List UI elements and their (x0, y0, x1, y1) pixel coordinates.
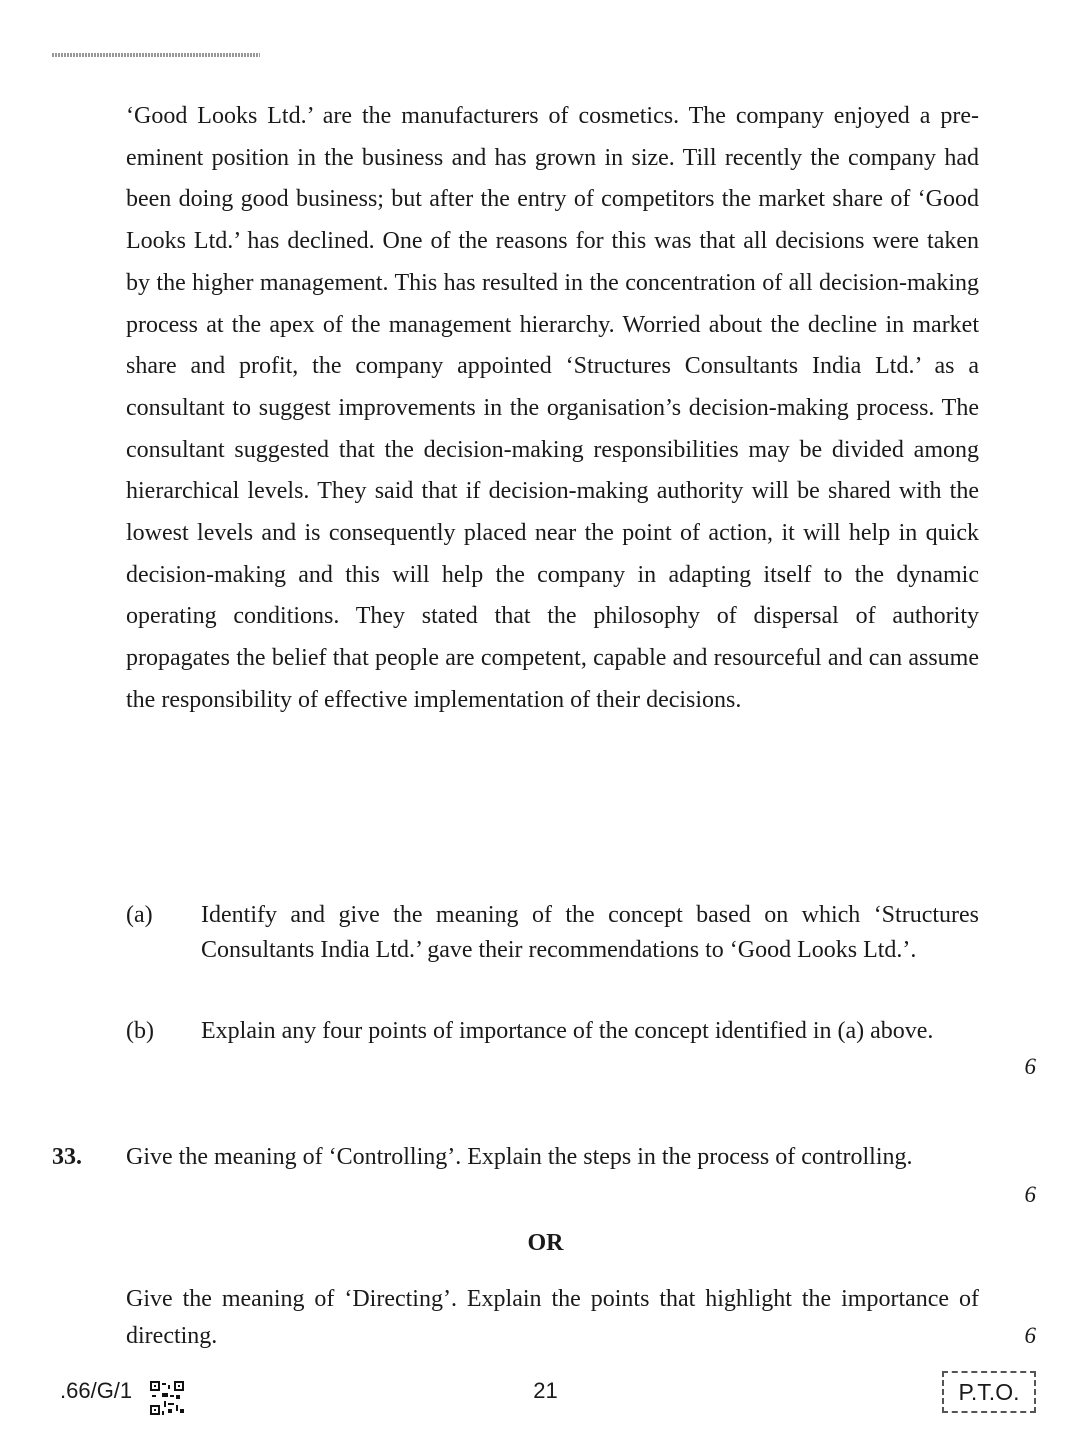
alternative-question-text: Give the meaning of ‘Directing’. Explain the points that highlight the importance of directing. (126, 1286, 979, 1349)
sub-question-label: (b) (126, 1018, 154, 1044)
or-separator: OR (527, 1230, 564, 1256)
pto-box (942, 1371, 1036, 1413)
q32-marks: 6 (1024, 1054, 1036, 1079)
sub-question-a (126, 898, 979, 968)
q33-alt-marks: 6 (1024, 1323, 1036, 1348)
sub-question-text: Explain any four points of importance of the concept identified in (a) above. (201, 1018, 934, 1044)
pto-label: P.T.O. (958, 1379, 1020, 1405)
page-number: 21 (533, 1378, 558, 1403)
security-microprint-line (52, 53, 260, 57)
sub-question-b (126, 1014, 979, 1049)
paper-code: .66/G/1 (60, 1378, 133, 1403)
case-study-passage: ‘Good Looks Ltd.’ are the manufacturers of cosmetics. The company enjoyed a pre-eminent position in the business and has grown in size. Till recently the company had been doing good business; but after the entry of competitors the market share of ‘Good Looks Ltd.’ has declined. One of the reasons for this was that all decisions were taken by the higher management. This has resulted in the concentration of all decision-making process at the apex of the management hierarchy. Worried about the decline in market share and profit, the company appointed ‘Structures Consultants India Ltd.’ as a consultant to suggest improvements in the organisation’s decision-making process. The consultant suggested that the decision-making responsibilities may be divided among hierarchical levels. They said that if decision-making authority will be shared with the lowest levels and is consequently placed near the point of action, it will help in quick decision-making and this will help the company in adapting itself to the dynamic operating conditions. They stated that the philosophy of dispersal of authority propagates the belief that people are competent, capable and resourceful and can assume the responsibility of effective implementation of their decisions. (126, 103, 979, 713)
sub-question-text: Identify and give the meaning of the concept based on which ‘Structures Consultants India Ltd.’ gave their recommendations to ‘Good Looks Ltd.’. (201, 902, 979, 963)
sub-question-label: (a) (126, 902, 153, 928)
question-text: Give the meaning of ‘Controlling’. Explain the steps in the process of controlling. (126, 1144, 913, 1170)
q33-marks: 6 (1024, 1182, 1036, 1207)
question-number: 33. (52, 1144, 82, 1170)
